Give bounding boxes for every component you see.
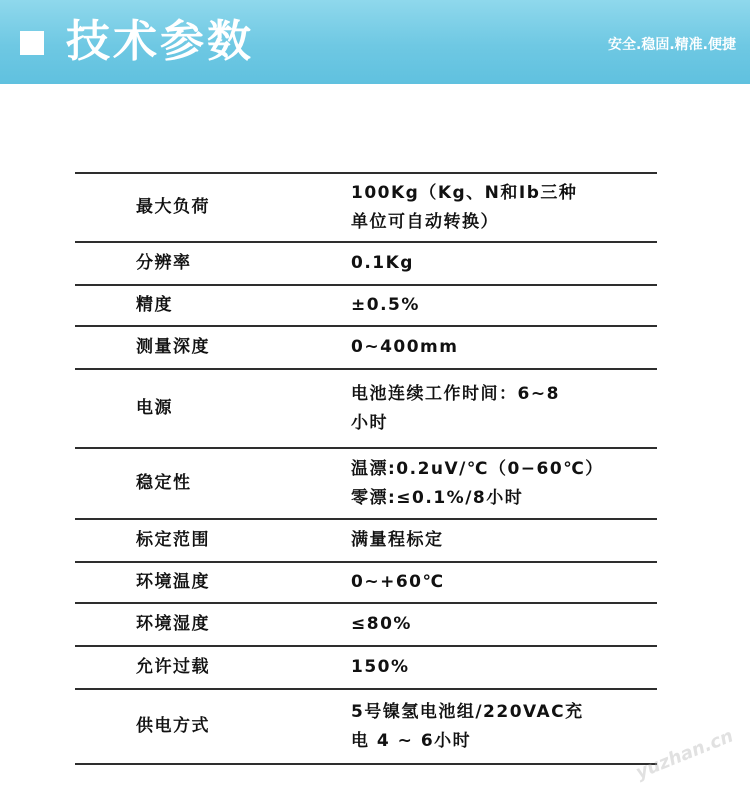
spec-row (75, 285, 657, 326)
spec-value-line: 电池连续工作时间：6~8 (351, 383, 560, 404)
header-slogan: 安全.稳固.精准.便捷 (608, 37, 736, 53)
page-title: 技术参数 (66, 16, 254, 67)
spec-label: 测量深度 (75, 326, 350, 369)
spec-value (350, 646, 657, 689)
spec-value (350, 326, 657, 369)
spec-label: 允许过载 (75, 646, 350, 689)
spec-row (75, 603, 657, 646)
spec-value-line: 0~400mm (351, 337, 459, 357)
spec-value-line: 小时 (351, 412, 388, 433)
spec-value (350, 369, 657, 448)
spec-value-line: ±0.5% (351, 295, 420, 315)
spec-table (75, 172, 657, 765)
spec-row (75, 448, 657, 519)
spec-value-line: 温漂:0.2uV/℃（0−60℃） (351, 458, 604, 479)
spec-label: 最大负荷 (75, 173, 350, 242)
spec-label: 稳定性 (75, 448, 350, 519)
spec-row (75, 242, 657, 285)
spec-value (350, 285, 657, 326)
spec-row (75, 369, 657, 448)
spec-value-line: 单位可自动转换） (351, 211, 499, 232)
spec-value (350, 689, 657, 764)
spec-value (350, 173, 657, 242)
spec-label: 分辨率 (75, 242, 350, 285)
spec-value-line: 0~+60℃ (351, 572, 445, 592)
spec-row (75, 646, 657, 689)
spec-value (350, 448, 657, 519)
spec-row (75, 173, 657, 242)
spec-value-line: 零漂:≤0.1%/8小时 (351, 487, 524, 508)
spec-row (75, 689, 657, 764)
spec-value-line: 满量程标定 (351, 530, 444, 550)
spec-row (75, 562, 657, 603)
watermark-text: yuzhan.cn (632, 725, 737, 784)
spec-value-line: 150% (351, 657, 410, 677)
square-bullet-icon (20, 31, 44, 55)
spec-label: 电源 (75, 369, 350, 448)
spec-label: 环境湿度 (75, 603, 350, 646)
spec-label: 环境温度 (75, 562, 350, 603)
spec-label: 供电方式 (75, 689, 350, 764)
spec-value (350, 562, 657, 603)
spec-value (350, 603, 657, 646)
header-banner (0, 0, 750, 84)
spec-row (75, 519, 657, 562)
spec-value (350, 242, 657, 285)
spec-value-line: 电 4 ~ 6小时 (351, 730, 472, 751)
spec-label: 精度 (75, 285, 350, 326)
spec-row (75, 326, 657, 369)
spec-value (350, 519, 657, 562)
spec-label: 标定范围 (75, 519, 350, 562)
spec-value-line: 0.1Kg (351, 253, 414, 273)
spec-value-line: ≤80% (351, 614, 412, 634)
spec-value-line: 100Kg（Kg、N和Ib三种 (351, 182, 578, 203)
spec-value-line: 5号镍氢电池组/220VAC充 (351, 701, 584, 722)
